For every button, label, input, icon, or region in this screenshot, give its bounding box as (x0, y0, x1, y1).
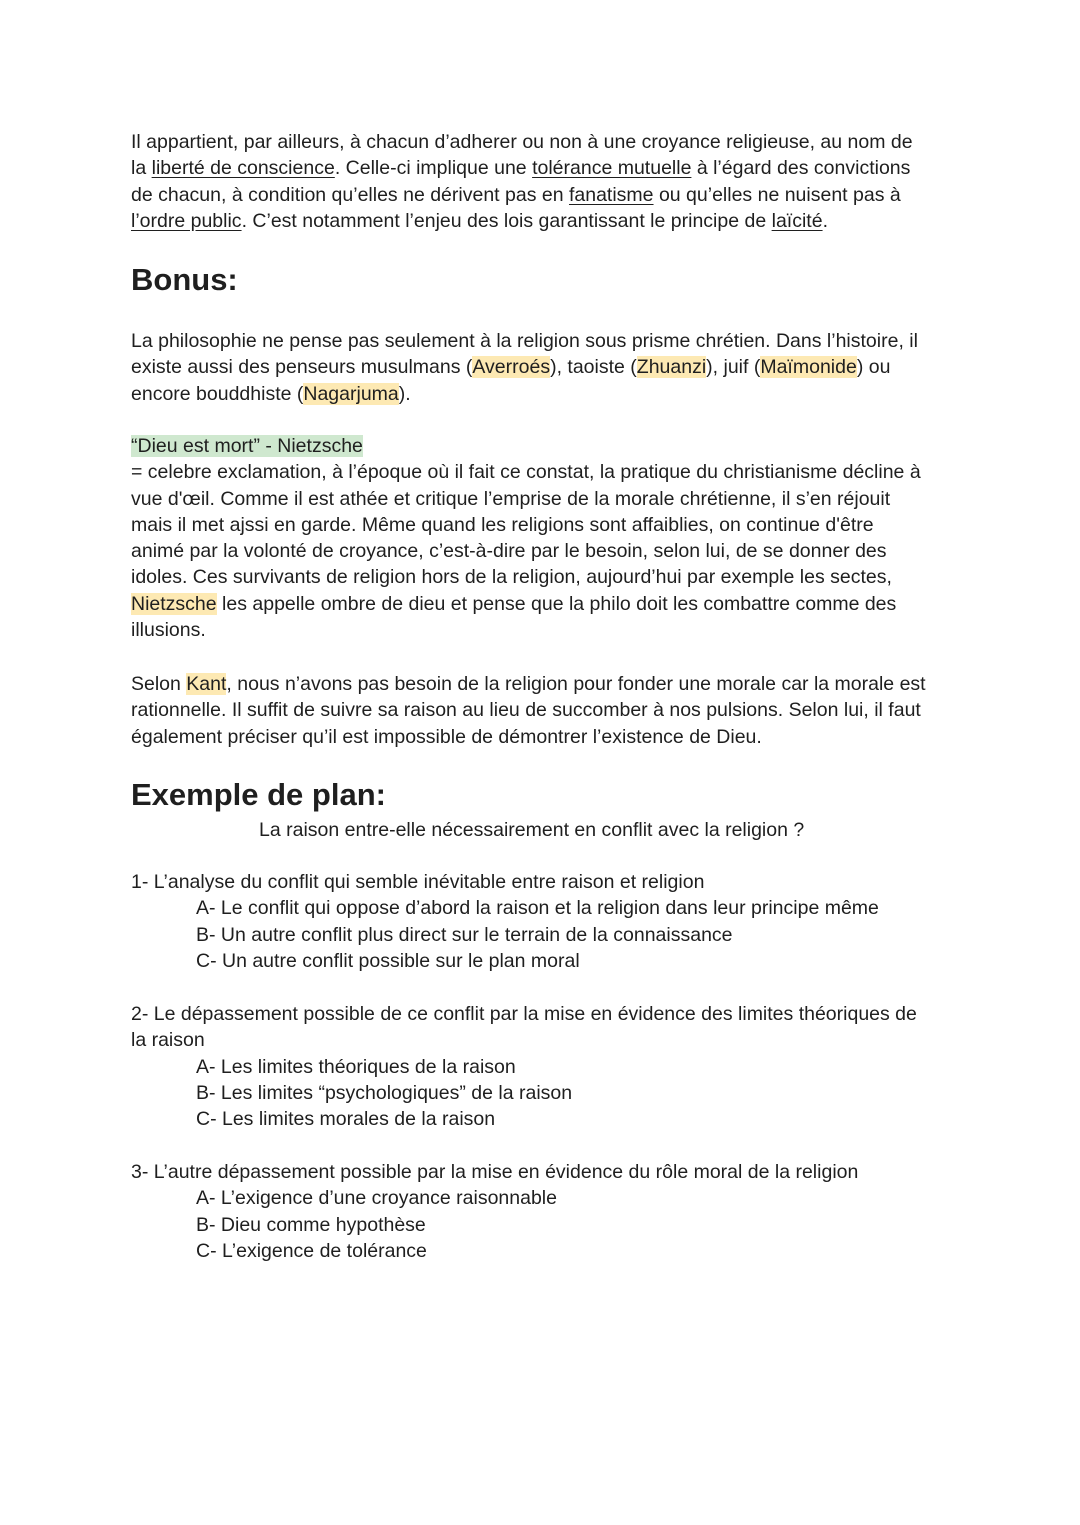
text-line: rationnelle. Il suffit de suivre sa raison au lieu de succomber à nos pulsions. Selon lui, il faut (131, 699, 921, 722)
part-title: 1- L’analyse du conflit qui semble inévitable entre raison et religion (131, 871, 705, 893)
sub-item: B- Dieu comme hypothèse (196, 1213, 426, 1236)
highlighted-name: Kant (186, 673, 227, 695)
highlighted-name: Zhuanzi (636, 356, 707, 379)
text-line (131, 433, 951, 459)
text-line: Nietzsche les appelle ombre de dieu et pense que la philo doit les combattre comme des (131, 592, 897, 615)
sub-item: A- L’exigence d’une croyance raisonnable (196, 1187, 557, 1210)
plan-heading: Exemple de plan: (131, 777, 386, 812)
bonus-heading: Bonus: (131, 262, 238, 297)
text-line: illusions. (131, 619, 206, 642)
sub-item: B- Les limites “psychologiques” de la raison (196, 1081, 573, 1104)
plan-question: La raison entre-elle nécessairement en conflit avec la religion ? (259, 819, 805, 841)
sub-item: C- Un autre conflit possible sur le plan moral (196, 949, 580, 972)
text-line: également préciser qu’il est impossible de démontrer l’existence de Dieu. (131, 725, 762, 748)
text-line: = celebre exclamation, à l’époque où il fait ce constat, la pratique du christianisme décline à (131, 461, 921, 484)
highlighted-name: Nietzsche (131, 592, 217, 615)
text-line: animé par la volonté de croyance, c’est-à-dire par le besoin, selon lui, de se donner des (131, 540, 887, 563)
underlined-term: fanatisme (568, 183, 654, 206)
sub-item: B- Un autre conflit plus direct sur le terrain de la connaissance (196, 923, 733, 946)
text-line: vue d'œil. Comme il est athée et critique l’emprise de la morale chrétienne, il s’en réjouit (131, 487, 891, 510)
underlined-term: laïcité (771, 209, 823, 232)
sub-item: A- Le conflit qui oppose d’abord la raison et la religion dans leur principe même (196, 897, 879, 920)
text-line: La philosophie ne pense pas seulement à la religion sous prisme chrétien. Dans l’histoire, il (131, 330, 918, 352)
nietzsche-paragraph (131, 433, 951, 643)
text-line: la liberté de conscience. Celle-ci implique une tolérance mutuelle à l’égard des convictions (131, 157, 911, 180)
highlighted-quote: “Dieu est mort” - Nietzsche (131, 435, 363, 457)
part-title-continued: la raison (131, 1029, 205, 1052)
underlined-term: tolérance mutuelle (532, 157, 692, 180)
bonus-paragraph-thinkers (131, 328, 951, 407)
plan-part-3 (131, 1159, 951, 1264)
text-line: l’ordre public. C’est notamment l’enjeu des lois garantissant le principe de laïcité. (131, 209, 828, 232)
text-line: mais il met ajssi en garde. Même quand les religions sont affaiblies, on continue d'être (131, 513, 874, 536)
sub-item: A- Les limites théoriques de la raison (196, 1055, 516, 1078)
text-line: encore bouddhiste (Nagarjuma). (131, 382, 411, 405)
highlighted-name: Maïmonide (760, 356, 857, 379)
highlighted-name: Averroés (472, 356, 551, 379)
sub-item: C- L’exigence de tolérance (196, 1239, 427, 1262)
text-line: Selon Kant, nous n’avons pas besoin de la religion pour fonder une morale car la morale est (131, 673, 926, 695)
underlined-term: liberté de conscience (151, 157, 335, 180)
text-line: idoles. Ces survivants de religion hors de la religion, aujourd’hui par exemple les sectes, (131, 566, 892, 589)
part-title: 2- Le dépassement possible de ce conflit par la mise en évidence des limites théoriques de (131, 1003, 917, 1025)
part-title: 3- L’autre dépassement possible par la mise en évidence du rôle moral de la religion (131, 1161, 859, 1183)
kant-paragraph (131, 671, 951, 750)
text-line: de chacun, à condition qu’elles ne dérivent pas en fanatisme ou qu’elles ne nuisent pas à (131, 183, 901, 206)
underlined-term: l’ordre public (131, 209, 242, 232)
highlighted-name: Nagarjuma (303, 382, 399, 405)
plan-part-1 (131, 869, 951, 974)
text-line: Il appartient, par ailleurs, à chacun d’adherer ou non à une croyance religieuse, au nom de (131, 131, 913, 153)
sub-item: C- Les limites morales de la raison (196, 1108, 496, 1131)
plan-part-2 (131, 1001, 951, 1132)
text-line: existe aussi des penseurs musulmans (Averroés), taoiste (Zhuanzi), juif (Maïmonide) ou (131, 356, 891, 379)
intro-paragraph (131, 129, 951, 234)
